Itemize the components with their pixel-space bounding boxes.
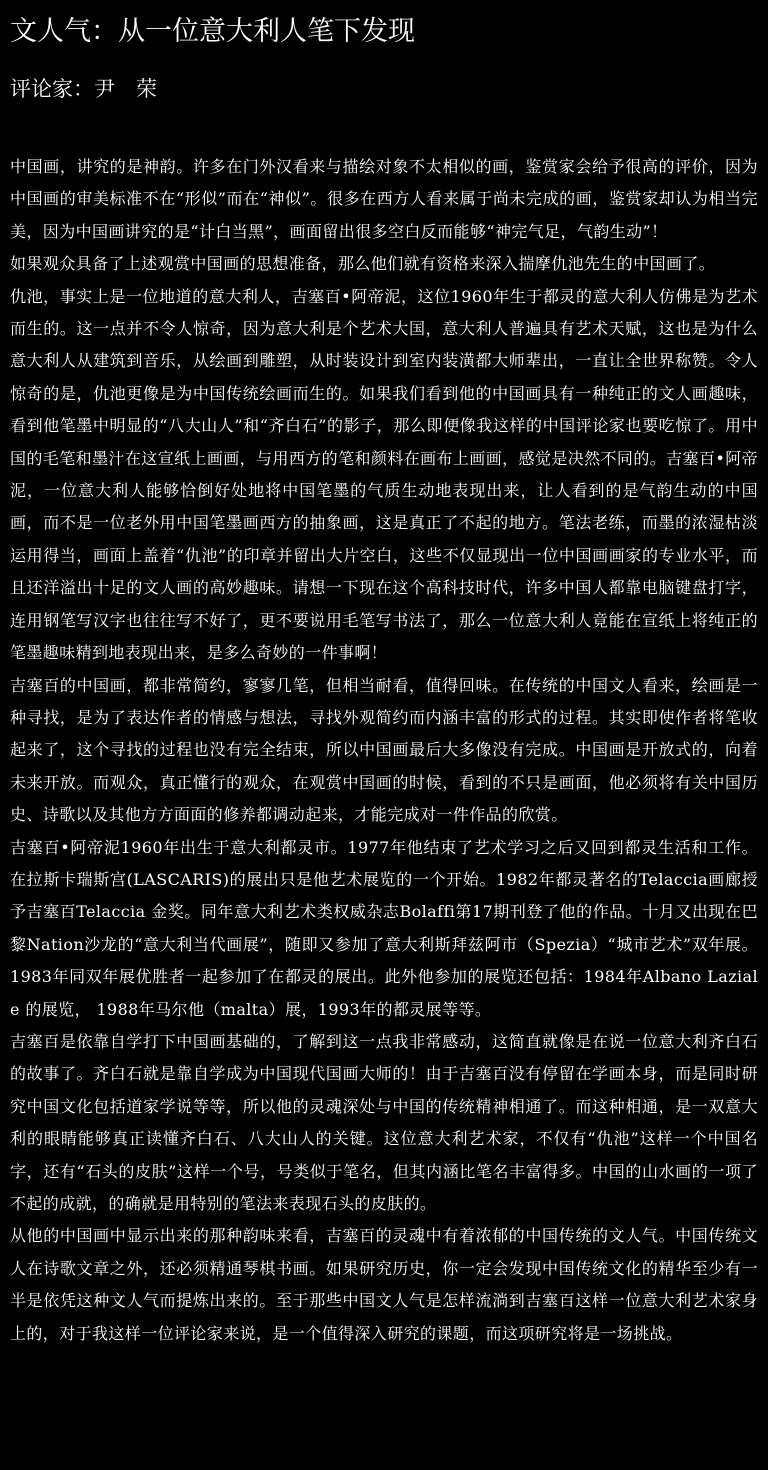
article-body <box>10 151 758 1350</box>
paragraph-4: 吉塞百的中国画，都非常简约，寥寥几笔，但相当耐看，值得回味。在传统的中国文人看来，绘画是一种寻找，是为了表达作者的情感与想法，寻找外观简约而内涵丰富的形式的过程。其实即使作者将笔收起来了，这个寻找的过程也没有完全结束，所以中国画最后大多像没有完成。中国画是开放式的，向着未来开放。而观众，真正懂行的观众，在观赏中国画的时候，看到的不只是画面，他必须将有关中国历史、诗歌以及其他方方面面的修养都调动起来，才能完成对一件作品的欣赏。 <box>10 675 758 825</box>
critic-byline: 评论家：尹 荣 <box>10 77 157 101</box>
paragraph-7: 从他的中国画中显示出来的那种韵味来看，吉塞百的灵魂中有着浓郁的中国传统的文人气。中国传统文人在诗歌文章之外，还必须精通琴棋书画。如果研究历史，你一定会发现中国传统文化的精华至少有一半是依凭这种文人气而提炼出来的。至于那些中国文人气是怎样流淌到吉塞百这样一位意大利艺术家身上的，对于我这样一位评论家来说，是一个值得深入研究的课题，而这项研究将是一场挑战。 <box>10 1226 758 1343</box>
paragraph-6: 吉塞百是依靠自学打下中国画基础的，了解到这一点我非常感动，这简直就像是在说一位意大利齐白石的故事了。齐白石就是靠自学成为中国现代国画大师的！由于吉塞百没有停留在学画本身，而是同时研究中国文化包括道家学说等等，所以他的灵魂深处与中国的传统精神相通了。而这种相通，是一双意大利的眼睛能够真正读懂齐白石、八大山人的关键。这位意大利艺术家，不仅有“仇池”这样一个中国名字，还有“石头的皮肤”这样一个号，号类似于笔名，但其内涵比笔名丰富得多。中国的山水画的一项了不起的成就，的确就是用特别的笔法来表现石头的皮肤的。 <box>10 1031 758 1213</box>
paragraph-1: 中国画，讲究的是神韵。许多在门外汉看来与描绘对象不太相似的画，鉴赏家会给予很高的评价，因为中国画的审美标准不在“形似”而在“神似”。很多在西方人看来属于尚未完成的画，鉴赏家却认为相当完美，因为中国画讲究的是“计白当黑”，画面留出很多空白反而能够“神完气足，气韵生动”！ <box>10 157 758 241</box>
paragraph-5: 吉塞百•阿帝泥1960年出生于意大利都灵市。1977年他结束了艺术学习之后又回到都灵生活和工作。在拉斯卡瑞斯宫(LASCARIS)的展出只是他艺术展览的一个开始。1982年都灵著名的Telaccia画廊授予吉塞百Telaccia 金奖。同年意大利艺术类权威杂志Bolaffi第17期刊登了他的作品。十月又出现在巴黎Nation沙龙的“意大利当代画展”，随即又参加了意大利斯拜兹阿市（Spezia）“城市艺术”双年展。1983年同双年展优胜者一起参加了在都灵的展出。此外他参加的展览还包括：1984年Albano Laziale 的展览， 1988年马尔他（malta）展，1993年的都灵展等等。 <box>10 837 758 1019</box>
paragraph-2: 如果观众具备了上述观赏中国画的思想准备，那么他们就有资格来深入揣摩仇池先生的中国画了。 <box>10 254 716 274</box>
paragraph-3: 仇池，事实上是一位地道的意大利人，吉塞百•阿帝泥，这位1960年生于都灵的意大利人仿佛是为艺术而生的。这一点并不令人惊奇，因为意大利是个艺术大国，意大利人普遍具有艺术天赋，这也是为什么意大利人从建筑到音乐，从绘画到雕塑，从时装设计到室内装潢都大师辈出，一直让全世界称赞。令人惊奇的是，仇池更像是为中国传统绘画而生的。如果我们看到他的中国画具有一种纯正的文人画趣味，看到他笔墨中明显的“八大山人”和“齐白石”的影子，那么即便像我这样的中国评论家也要吃惊了。用中国的毛笔和墨汁在这宣纸上画画，与用西方的笔和颜料在画布上画画，感觉是决然不同的。吉塞百•阿帝泥，一位意大利人能够恰倒好处地将中国笔墨的气质生动地表现出来，让人看到的是气韵生动的中国画，而不是一位老外用中国笔墨画西方的抽象画，这是真正了不起的地方。笔法老练，而墨的浓湿枯淡运用得当，画面上盖着“仇池”的印章并留出大片空白，这些不仅显现出一位中国画画家的专业水平，而且还洋溢出十足的文人画的高妙趣味。请想一下现在这个高科技时代，许多中国人都靠电脑键盘打字，连用钢笔写汉字也往往写不好了，更不要说用毛笔写书法了，那么一位意大利人竟能在宣纸上将纯正的笔墨趣味精到地表现出来，是多么奇妙的一件事啊！ <box>10 286 758 663</box>
article-title: 文人气：从一位意大利人笔下发现 <box>10 16 415 47</box>
